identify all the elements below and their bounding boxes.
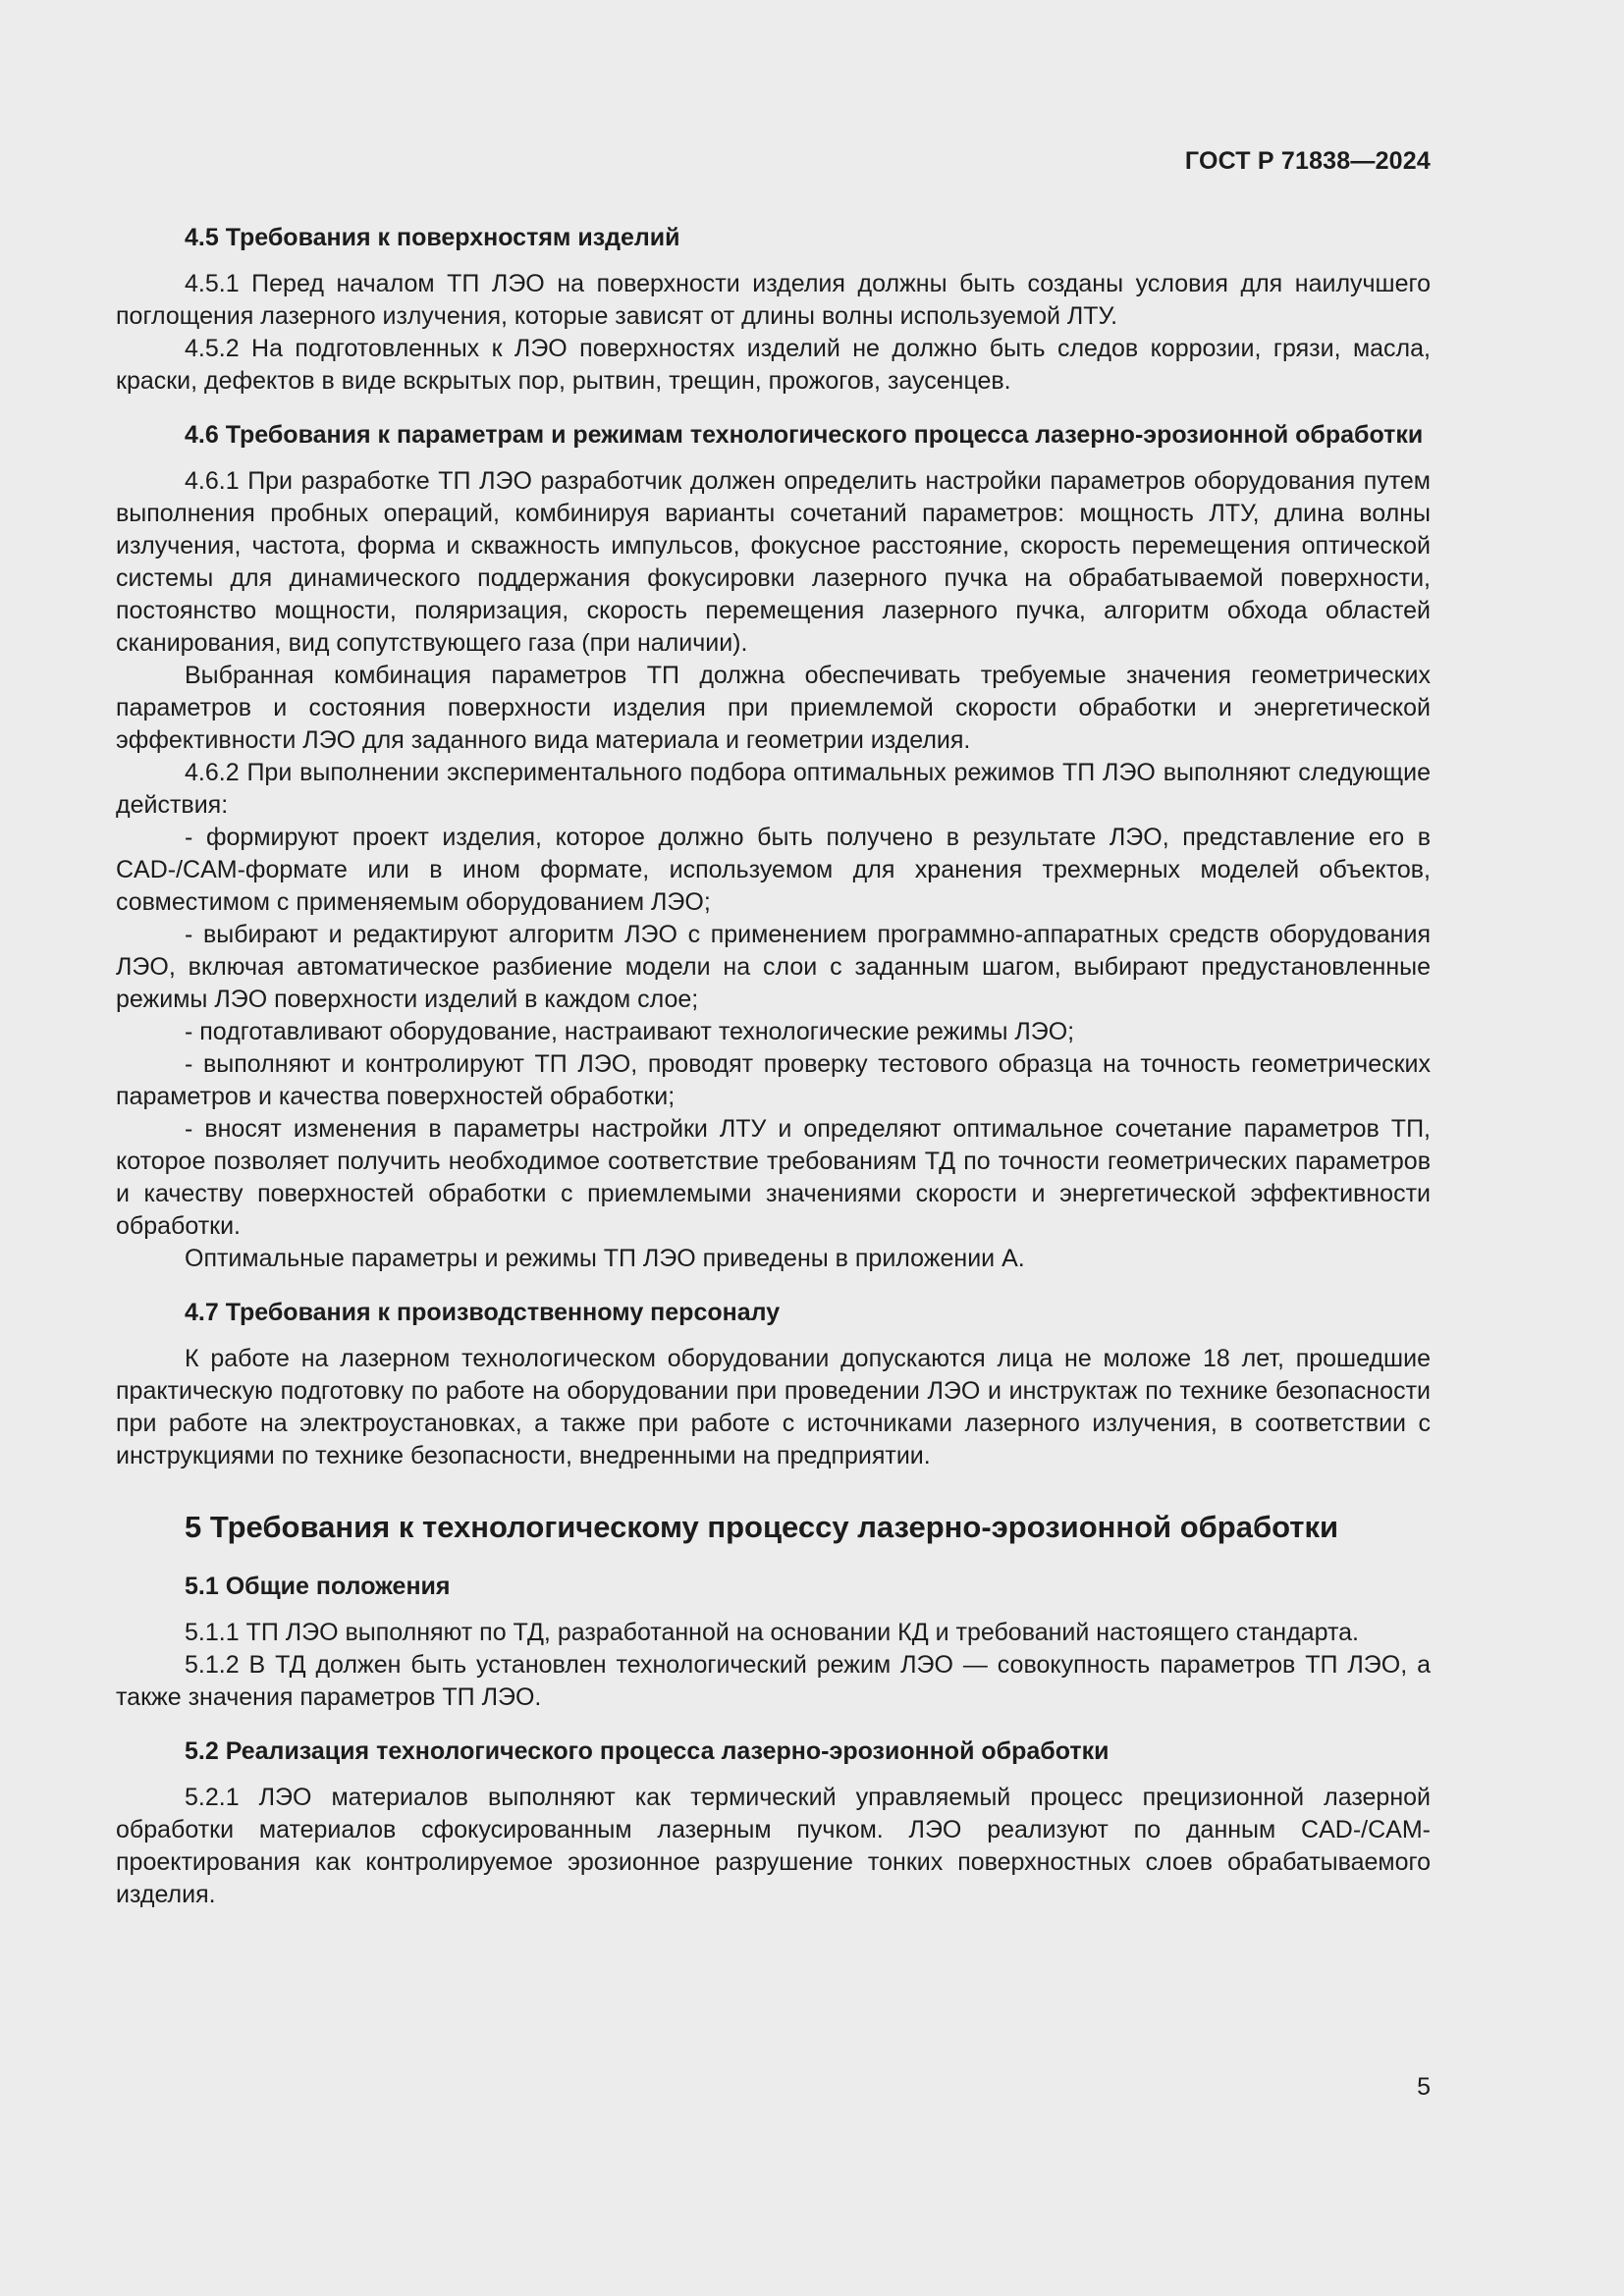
list-item-control: - выполняют и контролируют ТП ЛЭО, проводят проверку тестового образца на точность геометрических параметров и качества поверхностей обработки;	[116, 1050, 1431, 1110]
spacer	[116, 398, 1431, 419]
section-4-7-heading: 4.7 Требования к производственному персоналу	[185, 1299, 781, 1326]
paragraph-5-1-1: 5.1.1 ТП ЛЭО выполняют по ТД, разработанной на основании КД и требований настоящего стандарта.	[185, 1619, 1359, 1646]
spacer	[116, 1714, 1431, 1735]
list-item-project: - формируют проект изделия, которое должно быть получено в результате ЛЭО, представление его в CAD-/CAM-формате или в ином формате, используемом для хранения трехмерных моделей объектов, совместимом с применяемым оборудованием ЛЭО;	[116, 824, 1431, 916]
paragraph-4-7: К работе на лазерном технологическом оборудовании допускаются лица не моложе 18 лет, прошедшие практическую подготовку по работе на оборудовании при проведении ЛЭО и инструктаж по технике безопасности при работе на электроустановках, а также при работе с источниками лазерного излучения, в соответствии с инструкциями по технике безопасности, внедренными на предприятии.	[116, 1345, 1431, 1469]
paragraph-5-2-1: 5.2.1 ЛЭО материалов выполняют как термический управляемый процесс прецизионной лазерной обработки материалов сфокусированным лазерным пучком. ЛЭО реализуют по данным CAD-/CAM-проектирования как контролируемое эрозионное разрушение тонких поверхностных слоев обрабатываемого изделия.	[116, 1784, 1431, 1908]
list-item-algorithm: - выбирают и редактируют алгоритм ЛЭО с применением программно-аппаратных средств оборудования ЛЭО, включая автоматическое разбиение модели на слои с заданным шагом, выбирают предустановленные режимы ЛЭО поверхности изделий в каждом слое;	[116, 921, 1431, 1013]
standard-identifier: ГОСТ Р 71838—2024	[1184, 147, 1431, 175]
paragraph-4-5-2: 4.5.2 На подготовленных к ЛЭО поверхностях изделий не должно быть следов коррозии, грязи, масла, краски, дефектов в виде вскрытых пор, рытвин, трещин, прожогов, заусенцев.	[116, 335, 1431, 395]
list-item-changes: - вносят изменения в параметры настройки ЛТУ и определяют оптимальное сочетание параметров ТП, которое позволяет получить необходимое соответствие требованиям ТД по точности геометрических параметров и качеству поверхностей обработки с приемлемыми значениями скорости и энергетической эффективности обработки.	[116, 1115, 1431, 1240]
document-body	[116, 222, 1431, 1911]
section-4-6-heading: 4.6 Требования к параметрам и режимам технологического процесса лазерно-эрозионной обработки	[185, 421, 1424, 449]
paragraph-4-6-2: 4.6.2 При выполнении экспериментального подбора оптимальных режимов ТП ЛЭО выполняют следующие действия:	[116, 759, 1431, 819]
paragraph-4-6-1-combination: Выбранная комбинация параметров ТП должна обеспечивать требуемые значения геометрических параметров и состояния поверхности изделия при приемлемой скорости обработки и энергетической эффективности ЛЭО для заданного вида материала и геометрии изделия.	[116, 662, 1431, 754]
list-item-equipment: - подготавливают оборудование, настраивают технологические режимы ЛЭО;	[185, 1018, 1075, 1045]
paragraph-4-6-1: 4.6.1 При разработке ТП ЛЭО разработчик должен определить настройки параметров оборудования путем выполнения пробных операций, комбинируя варианты сочетаний параметров: мощность ЛТУ, длина волны излучения, частота, форма и скважность импульсов, фокусное расстояние, скорость перемещения оптической системы для динамического поддержания фокусировки лазерного пучка на обрабатываемой поверхности, постоянство мощности, поляризация, скорость перемещения лазерного пучка, алгоритм обхода областей сканирования, вид сопутствующего газа (при наличии).	[116, 467, 1431, 657]
page-number: 5	[1417, 2073, 1431, 2101]
paragraph-optimal-params: Оптимальные параметры и режимы ТП ЛЭО приведены в приложении А.	[185, 1245, 1025, 1272]
section-4-5-heading: 4.5 Требования к поверхностям изделий	[185, 224, 680, 251]
spacer	[116, 1275, 1431, 1297]
section-5-heading: 5 Требования к технологическому процессу лазерно-эрозионной обработки	[185, 1510, 1339, 1544]
paragraph-4-5-1: 4.5.1 Перед началом ТП ЛЭО на поверхности изделия должны быть созданы условия для наилучшего поглощения лазерного излучения, которые зависят от длины волны используемой ЛТУ.	[116, 270, 1431, 330]
section-5-2-heading: 5.2 Реализация технологического процесса лазерно-эрозионной обработки	[185, 1737, 1110, 1765]
section-5-1-heading: 5.1 Общие положения	[185, 1573, 451, 1600]
paragraph-5-1-2: 5.1.2 В ТД должен быть установлен технологический режим ЛЭО — совокупность параметров ТП ЛЭО, а также значения параметров ТП ЛЭО.	[116, 1651, 1431, 1711]
